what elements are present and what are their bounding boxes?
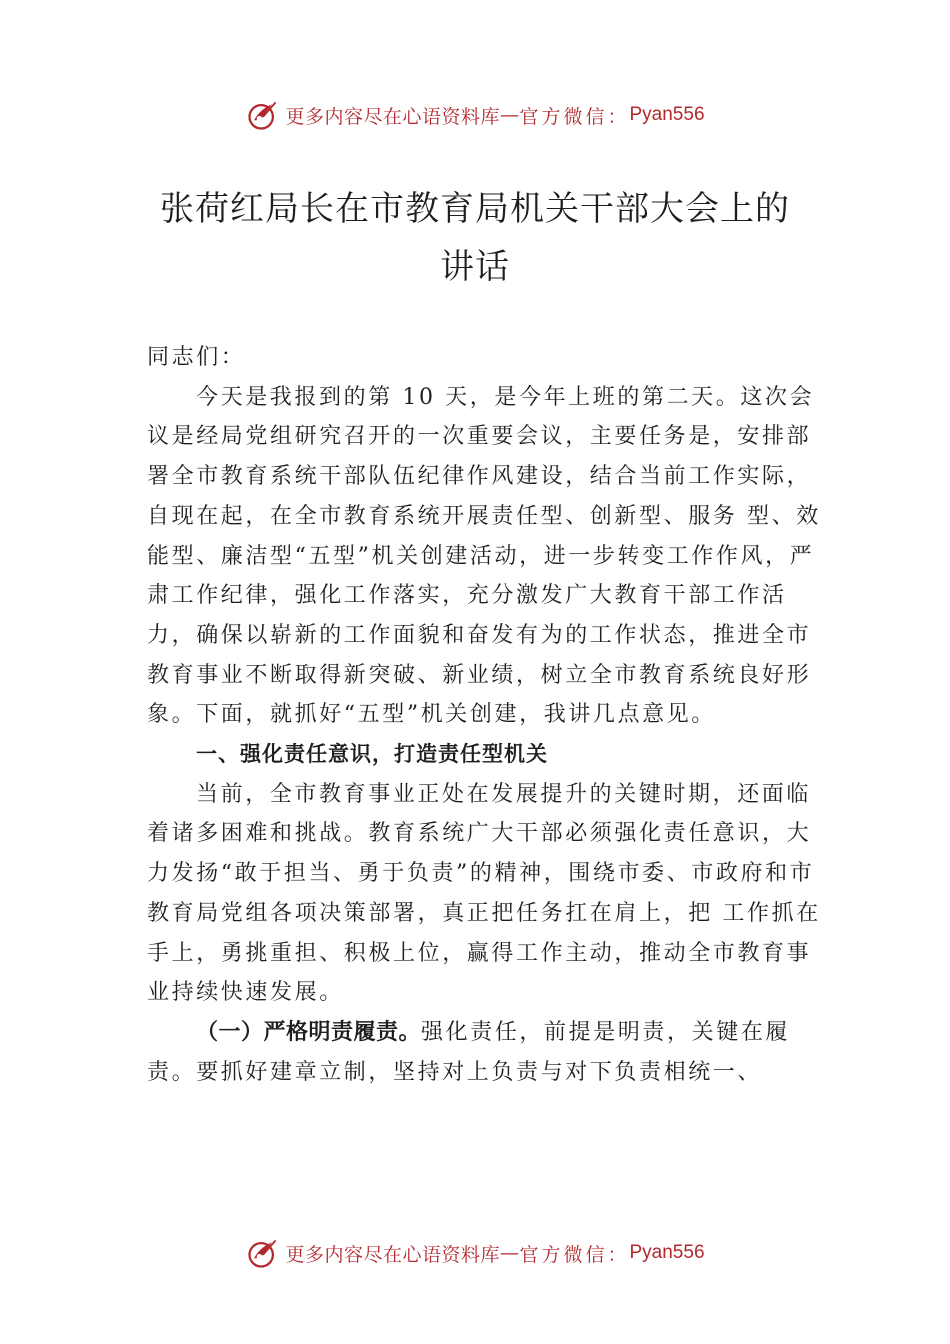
title-line-2: 讲话 bbox=[440, 247, 510, 287]
salutation: 同志们： bbox=[147, 345, 246, 370]
footer-wechat-label: 官方微信： bbox=[519, 1243, 630, 1266]
document-body bbox=[147, 338, 827, 1092]
paragraph-3-lead: （一）严格明责履责。 bbox=[196, 1019, 422, 1045]
pen-logo-icon bbox=[245, 1235, 281, 1271]
banner-separator: — bbox=[499, 104, 520, 126]
section-heading-1: 一、强化责任意识，打造责任型机关 bbox=[196, 742, 548, 767]
pen-logo-icon bbox=[245, 97, 281, 133]
document-title bbox=[0, 180, 950, 296]
footer-wechat-id: Pyan556 bbox=[629, 1242, 705, 1263]
footer-brand: 更多内容尽在心语资料库 bbox=[285, 1243, 500, 1266]
paragraph-3 bbox=[147, 1013, 827, 1092]
header-banner bbox=[0, 95, 950, 135]
paragraph-2: 当前，全市教育事业正处在发展提升的关键时期，还面临着诸多困难和挑战。教育系统广大干部必须强化责任意识，大力发扬“敢于担当、勇于负责”的精神，围绕市委、市政府和市教育局党组各项决策部署，真正把任务扛在肩上，把 工作抓在手上，勇挑重担、积极上位，赢得工作主动，推动全市教育事业持续快速发展。 bbox=[147, 781, 821, 1006]
banner-brand: 更多内容尽在心语资料库 bbox=[285, 105, 500, 128]
paragraph-1: 今天是我报到的第 10 天，是今年上班的第二天。这次会议是经局党组研究召开的一次重要会议，主要任务是，安排部署全市教育系统干部队伍纪律作风建设，结合当前工作实际，自现在起，在全市教育系统开展责任型、创新型、服务 型、效能型、廉洁型“五型”机关创建活动，进一步转变工作作风，严肃工作纪律，强化工作落实，充分激发广大教育干部工作活力，确保以崭新的工作面貌和奋发有为的工作状态，推进全市教育事业不断取得新突破、新业绩，树立全市教育系统良好形象。下面，就抓好“五型”机关创建，我讲几点意见。 bbox=[147, 384, 821, 728]
footer-separator: — bbox=[499, 1242, 520, 1264]
banner-wechat-label: 官方微信： bbox=[519, 105, 630, 128]
footer-banner bbox=[0, 1233, 950, 1273]
paragraph-3-text: 强化责任，前提是明责，关键在履责。要抓好建章立制，坚持对上负责与对下负责相统一、 bbox=[147, 1019, 791, 1085]
banner-wechat-id: Pyan556 bbox=[629, 104, 705, 125]
title-line-1: 张荷红局长在市教育局机关干部大会上的 bbox=[160, 189, 790, 229]
